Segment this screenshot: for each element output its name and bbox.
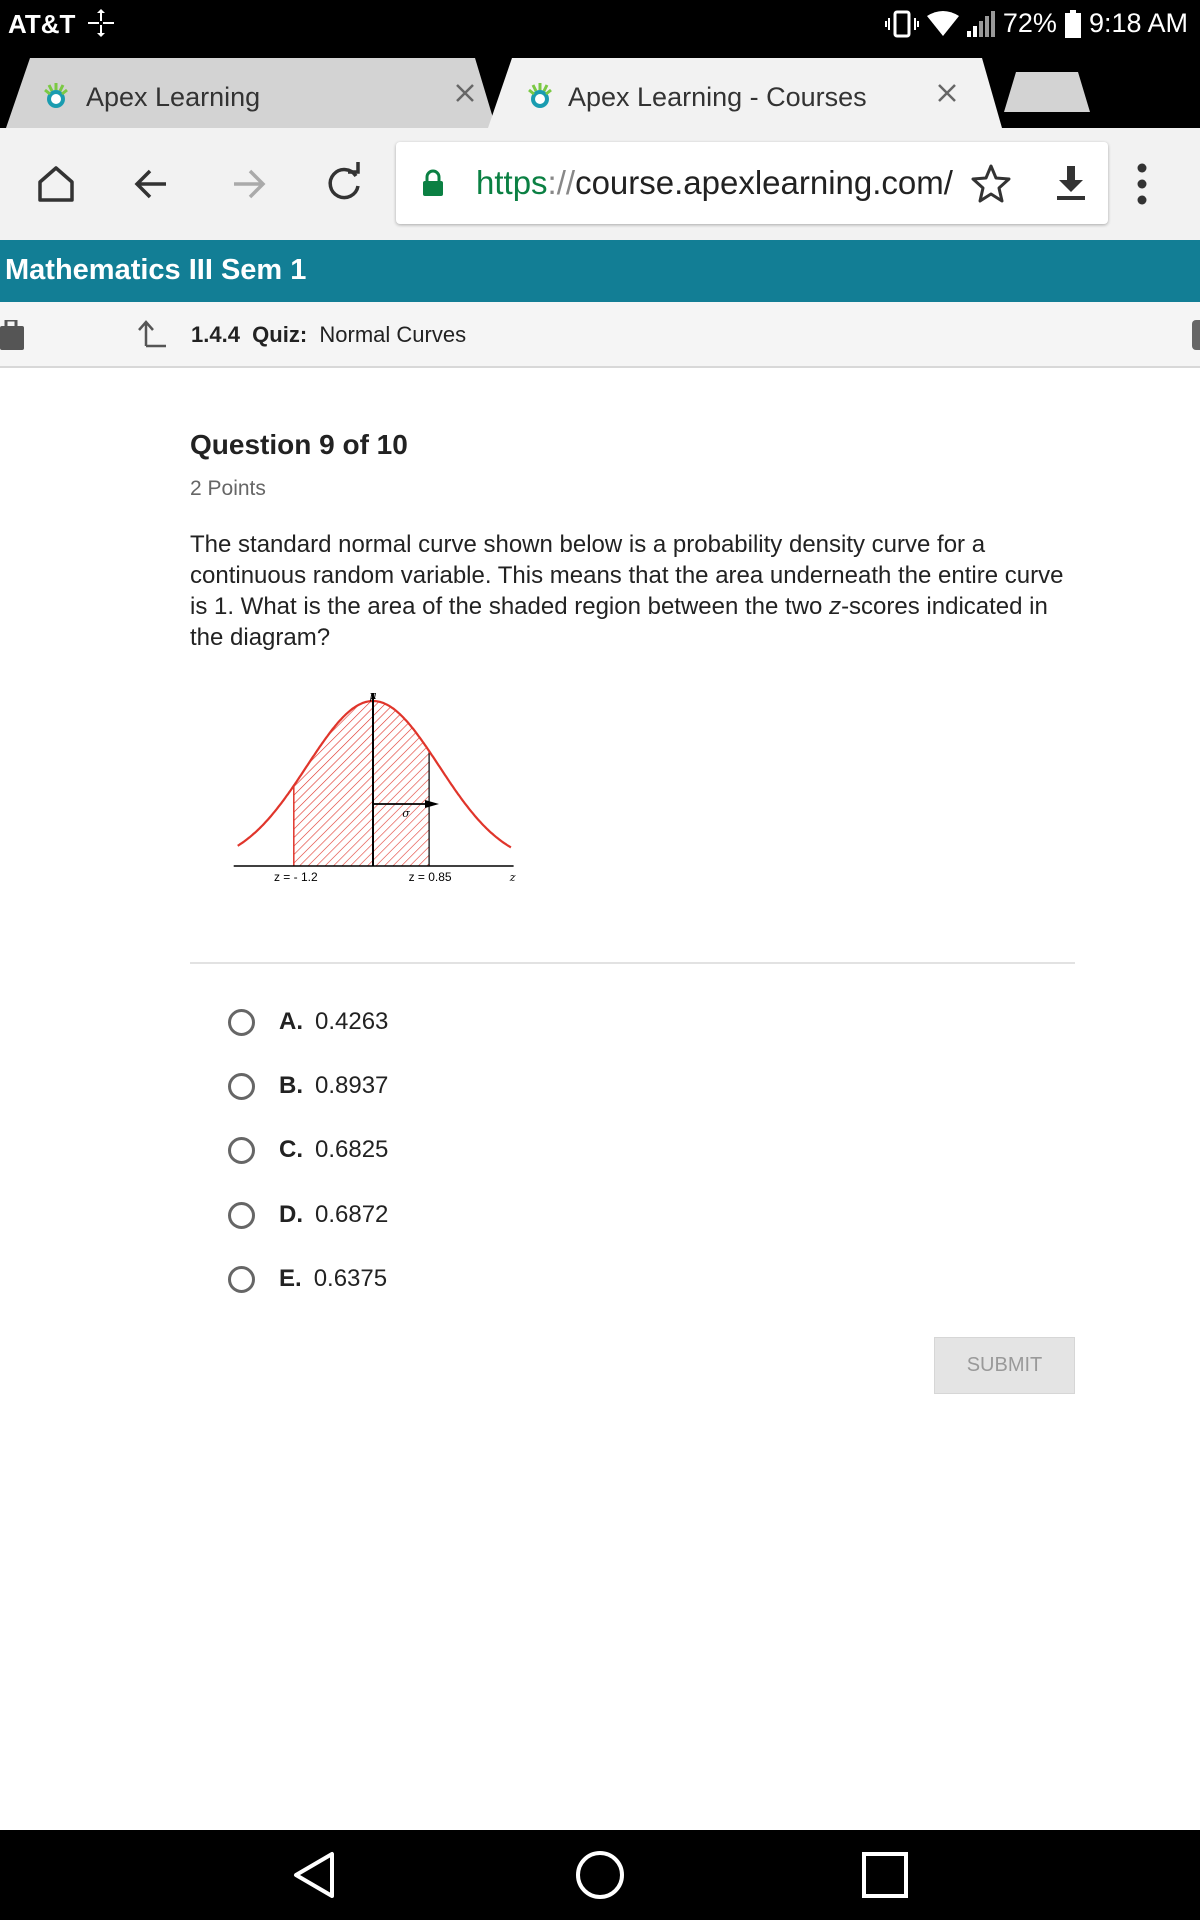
normal-curve-diagram [200, 685, 560, 925]
apex-favicon [526, 82, 554, 110]
more-options-icon[interactable] [1134, 162, 1150, 206]
url-host: course.apexlearning.com/ [575, 164, 953, 201]
answer-option-c[interactable] [228, 1130, 388, 1170]
recents-square-icon[interactable] [858, 1848, 912, 1902]
question-title: Question 9 of 10 [190, 429, 408, 460]
side-panel-handle[interactable] [1192, 320, 1200, 350]
option-value: 0.4263 [315, 1008, 389, 1035]
url-separator: :// [547, 164, 576, 201]
option-letter: A. [279, 1008, 303, 1035]
answer-option-d[interactable] [228, 1195, 388, 1235]
question-text-part: -scores indicated in the diagram? [190, 593, 1048, 651]
carrier-name: AT&T [8, 9, 76, 39]
apex-favicon [42, 82, 70, 110]
url-text [476, 164, 953, 202]
activity-type: Quiz: [252, 322, 308, 347]
option-value: 0.6375 [313, 1265, 388, 1292]
radio-button[interactable] [228, 1073, 255, 1100]
battery-icon [1065, 10, 1081, 38]
bookmark-star-icon[interactable] [970, 162, 1012, 204]
sigma-label: σ [402, 807, 410, 820]
home-circle-icon[interactable] [573, 1848, 627, 1902]
quiz-header [0, 302, 1200, 368]
answer-option-e[interactable] [228, 1259, 387, 1299]
tab-title: Apex Learning [86, 82, 261, 112]
option-letter: D. [279, 1201, 303, 1228]
option-value: 0.6825 [315, 1136, 389, 1163]
radio-button[interactable] [228, 1009, 255, 1036]
submit-button[interactable]: SUBMIT [934, 1337, 1075, 1394]
tab-apex-courses[interactable] [482, 58, 1006, 128]
mu-label: μ [369, 689, 377, 702]
activity-name: Normal Curves [319, 322, 467, 347]
browser-toolbar [0, 128, 1200, 240]
answer-option-b[interactable] [228, 1066, 388, 1106]
answer-option-a[interactable] [228, 1002, 388, 1042]
new-tab-button[interactable] [1000, 70, 1092, 114]
signal-icon [967, 11, 995, 37]
course-title: Mathematics III Sem 1 [5, 254, 307, 286]
shaded-region [294, 701, 429, 866]
up-level-icon[interactable] [136, 318, 168, 350]
radio-button[interactable] [228, 1266, 255, 1293]
axis-label: z [509, 871, 516, 884]
data-sync-icon [86, 8, 116, 38]
close-icon[interactable] [930, 76, 964, 110]
back-arrow-icon[interactable] [126, 158, 178, 210]
option-letter: C. [279, 1136, 303, 1163]
home-icon[interactable] [30, 158, 82, 210]
download-icon[interactable] [1050, 162, 1092, 204]
option-letter: E. [279, 1265, 302, 1292]
wifi-icon [927, 11, 959, 37]
vibrate-icon [885, 9, 919, 39]
system-nav-bar [0, 1830, 1200, 1920]
question-text-part: The standard normal curve shown below is a probability density curve for a continuous random variable. This means that the area underneath the entire curve is 1. What is the area of the shaded region between the two [190, 531, 1064, 620]
question-text [190, 529, 1070, 653]
back-triangle-icon[interactable] [290, 1848, 340, 1902]
address-bar[interactable] [396, 142, 1108, 224]
question-text-italic: z [829, 593, 842, 620]
lesson-number: 1.4.4 [191, 322, 240, 347]
quiz-breadcrumb [191, 322, 466, 348]
radio-button[interactable] [228, 1137, 255, 1164]
reload-icon[interactable] [318, 158, 370, 210]
option-value: 0.6872 [315, 1201, 389, 1228]
z-left-label: z = - 1.2 [273, 870, 318, 884]
url-scheme: https [476, 164, 548, 201]
lock-icon [422, 169, 444, 197]
status-bar [0, 0, 1200, 50]
briefcase-icon[interactable] [0, 320, 24, 350]
question-points: 2 Points [190, 477, 266, 500]
tab-strip [0, 50, 1200, 128]
course-header [0, 240, 1200, 302]
tab-apex-learning[interactable] [0, 58, 500, 128]
forward-arrow-icon[interactable] [222, 158, 274, 210]
clock: 9:18 AM [1088, 8, 1188, 38]
close-icon[interactable] [448, 76, 482, 110]
radio-button[interactable] [228, 1202, 255, 1229]
sigma-arrowhead [425, 800, 439, 808]
option-value: 0.8937 [315, 1072, 389, 1099]
battery-percent: 72% [1002, 8, 1057, 38]
z-right-label: z = 0.85 [408, 870, 452, 884]
divider [190, 962, 1075, 964]
tab-title: Apex Learning - Courses [568, 82, 867, 112]
option-letter: B. [279, 1072, 303, 1099]
